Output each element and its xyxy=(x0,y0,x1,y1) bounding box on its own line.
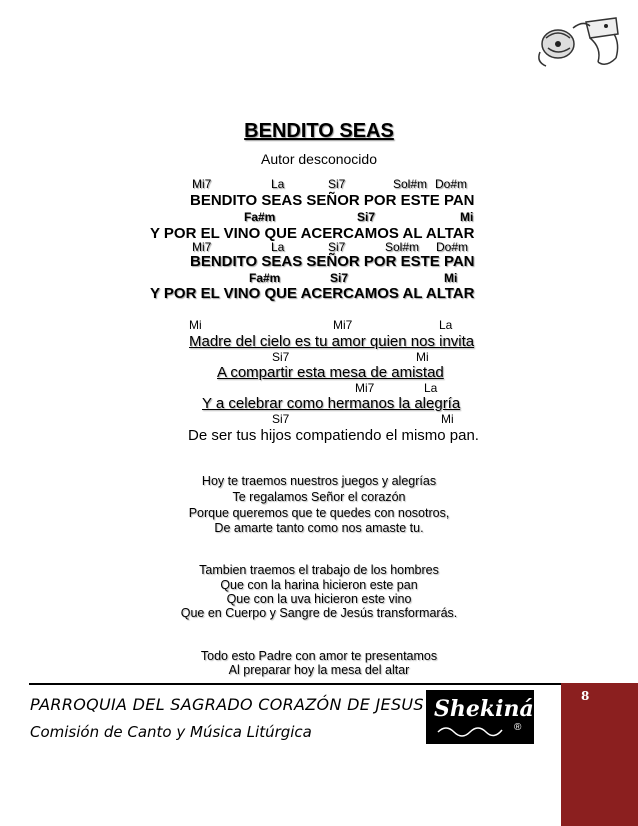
chord: Si7 xyxy=(272,350,290,364)
verse-line: Tambien traemos el trabajo de los hombres xyxy=(199,563,439,577)
chord: Sol#m xyxy=(393,177,428,191)
footer-divider xyxy=(29,683,561,685)
chord: Mi7 xyxy=(333,318,353,332)
chord: La xyxy=(424,381,438,395)
bridge-line: Madre del cielo es tu amor quien nos invita xyxy=(189,333,475,350)
chord: Fa#m xyxy=(249,271,281,285)
chord: Mi xyxy=(441,412,454,426)
chorus-line: Y POR EL VINO QUE ACERCAMOS AL ALTAR xyxy=(150,225,475,242)
chord: Mi7 xyxy=(192,177,212,191)
chord: La xyxy=(439,318,453,332)
verse-line: Que con la harina hicieron este pan xyxy=(220,578,418,592)
song-title: BENDITO SEAS xyxy=(244,120,394,142)
chord: Mi7 xyxy=(192,240,212,254)
song-author: Autor desconocido xyxy=(261,151,377,167)
chord: Mi7 xyxy=(355,381,375,395)
bridge-line: De ser tus hijos compatiendo el mismo pan. xyxy=(188,427,479,444)
chord: La xyxy=(271,177,285,191)
chord: Sol#m xyxy=(385,240,420,254)
chord: Si7 xyxy=(272,412,290,426)
chalice-bread-illustration xyxy=(528,8,628,70)
verse-line: Hoy te traemos nuestros juegos y alegrías xyxy=(201,474,437,488)
chord: Si7 xyxy=(328,177,346,191)
verse-line: Porque queremos que te quedes con nosotros, xyxy=(188,506,450,520)
chord: Do#m xyxy=(436,240,469,254)
bridge-line: Y a celebrar como hermanos la alegría xyxy=(202,395,461,412)
chord: Si7 xyxy=(357,210,376,224)
footer-parish: PARROQUIA DEL SAGRADO CORAZÓN DE JESUS xyxy=(30,695,424,714)
shekinah-logo xyxy=(426,690,550,744)
chord: Mi xyxy=(460,210,474,224)
page-number: 8 xyxy=(581,689,590,703)
verse-line: Todo esto Padre con amor te presentamos xyxy=(200,649,438,663)
chord: La xyxy=(271,240,285,254)
chord: Mi xyxy=(189,318,202,332)
chord: Mi xyxy=(416,350,429,364)
verse-line: Que en Cuerpo y Sangre de Jesús transformarás. xyxy=(180,606,458,620)
verse-line: Que con la uva hicieron este vino xyxy=(226,592,412,606)
registered-mark: ® xyxy=(514,722,522,733)
chorus-line: BENDITO SEAS SEÑOR POR ESTE PAN xyxy=(190,253,475,270)
chord: Mi xyxy=(444,271,458,285)
page-number-tab xyxy=(561,683,638,826)
chord: Fa#m xyxy=(244,210,276,224)
chord: Si7 xyxy=(330,271,349,285)
logo-swash-icon xyxy=(436,724,506,738)
logo-wordmark: Shekináh xyxy=(434,696,550,722)
chord: Si7 xyxy=(328,240,346,254)
bridge-line: A compartir esta mesa de amistad xyxy=(217,364,444,381)
chorus-line: BENDITO SEAS SEÑOR POR ESTE PAN xyxy=(190,192,475,209)
footer-commission: Comisión de Canto y Música Litúrgica xyxy=(30,723,312,741)
chorus-line: Y POR EL VINO QUE ACERCAMOS AL ALTAR xyxy=(150,285,475,302)
verse-line: Al preparar hoy la mesa del altar xyxy=(228,663,410,677)
verse-line: Te regalamos Señor el corazón xyxy=(232,490,406,504)
chord: Do#m xyxy=(435,177,468,191)
verse-line: De amarte tanto como nos amaste tu. xyxy=(214,521,424,535)
